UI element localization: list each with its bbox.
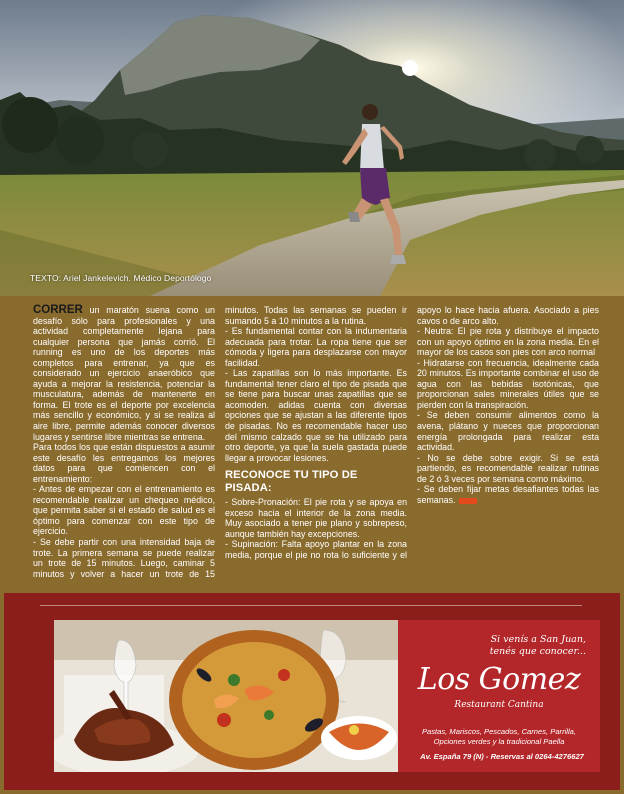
pisada-paragraph: - Sobre-Pronación: El pie rota y se apoya en exceso hacia el interior de la zona media. Muy asociado a tener pie plano y sobrepeso, aunque también hay excepciones. bbox=[225, 497, 407, 539]
article-body bbox=[33, 305, 599, 581]
services-line: Opciones verdes y la tradicional Paella bbox=[433, 737, 565, 746]
article-paragraph: - Las zapatillas son lo más importante. Es fundamental tener claro el tipo de pisada que se tiene para buscar unas zapatillas que se acomoden. adidas cuenta con diversas opciones que se ajustan a las diferente tipos de pisadas. No es recomendable hacer uso del mismo calzado que se ha utilizado para otro deporte, ya que la suela gastada puede llegar a provocar lesiones. bbox=[225, 368, 407, 463]
restaurant-contact[interactable]: Av. España 79 (N) - Reservas al 0264-4276627 bbox=[420, 752, 584, 761]
ad-intro-line: tenés que conocer... bbox=[489, 646, 586, 657]
lead-word: CORRER bbox=[33, 304, 83, 316]
article-paragraph: - Antes de empezar con el entrenamiento es recomendable realizar un chequeo médico, que permita saber si el estado de salud es el óptimo para comenzar con este tipo de ejercicio. bbox=[33, 484, 215, 537]
end-of-article-mark bbox=[459, 498, 477, 504]
tip-paragraph: - Hidratarse con frecuencia, idealmente cada 20 minutos. Es importante combinar el uso de agua con las bebidas isotónicas, que proporcionan sales minerales útiles que se pierden con la transpiración. bbox=[417, 357, 599, 410]
article-paragraph: - Se debe partir con una intensidad baja de trote. La primera semana se puede realizar un trote de 15 minutos. Luego, caminar 5 minutos y volver a hacer un trote de 15 minutos. Todas las semanas se pueden ir sumando 5 a 10 minutos a la rutina. bbox=[33, 305, 407, 579]
services-line: Pastas, Mariscos, Pescados, Carnes, Parrilla, bbox=[421, 727, 577, 736]
restaurant-logo: Los Gomez bbox=[417, 662, 581, 697]
restaurant-services bbox=[408, 727, 590, 747]
article-intro bbox=[33, 305, 215, 442]
article-paragraph: - Es fundamental contar con la indumentaria adecuada para trotar. La ropa tiene que ser cómoda y ligera para desplazarse con mayor facilidad. bbox=[225, 326, 407, 368]
ad-intro bbox=[406, 634, 586, 658]
tip-paragraph: - Se deben consumir alimentos como la avena, plátano y nueces que proporcionan energía prolongada para realizar esta actividad. bbox=[417, 410, 599, 453]
pisada-paragraph: - Neutra: El pie rota y distribuye el impacto con un apoyo óptimo en la zona media. En el mayor de los casos son pies con arco normal bbox=[417, 326, 599, 358]
final-text: - Se deben fijar metas desafiantes todas las semanas. bbox=[417, 484, 599, 505]
final-paragraph bbox=[417, 484, 599, 505]
ad-food-photo bbox=[54, 620, 398, 772]
intro-text: un maratón suena como un desafío sólo para profesionales y una actividad completamente lejana para cualquier persona que jamás corrió. El running es uno de los deportes más completos para entrenar, ya que es considerado un ejercicio anaeróbico que ayuda a mejorar la resistencia, potenciar la musculatura, además de mantenerte en forma. El trote es el deporte por excelencia más sencillo y económico, y si se realiza al aire libre, permite además conocer diversos lugares y sentirse libre mientras se entrena. bbox=[33, 305, 215, 442]
article-paragraph: Para todos los que están dispuestos a asumir este desafío les entregamos los mejores datos para que comiencen con el entrenamiento: bbox=[33, 442, 215, 484]
food-illustration bbox=[54, 620, 398, 772]
section-heading: RECONOCE TU TIPO DE PISADA: bbox=[225, 469, 358, 495]
photo-credit: TEXTO: Ariel Jankelevich. Médico Deportólogo bbox=[30, 273, 212, 283]
ad-divider bbox=[40, 605, 582, 606]
ad-info-panel bbox=[398, 620, 600, 772]
hero-illustration bbox=[0, 0, 624, 296]
tip-paragraph: - No se debe sobre exigir. Si se está partiendo, es recomendable realizar rutinas de 2 ó 3 veces por semana como máximo. bbox=[417, 452, 599, 484]
ad-intro-line: Si venís a San Juan, bbox=[490, 634, 586, 645]
pisada-paragraph: - Supinación: Falta apoyo plantar en la zona media, porque el pie no rota lo suficiente y el apoyo lo hace hacia afuera. Asociado a pies cavos o de arco alto. bbox=[225, 305, 599, 560]
hero-photo bbox=[0, 0, 624, 296]
restaurant-subtitle: Restaurant Cantina bbox=[454, 700, 544, 710]
restaurant-ad[interactable] bbox=[4, 593, 620, 790]
